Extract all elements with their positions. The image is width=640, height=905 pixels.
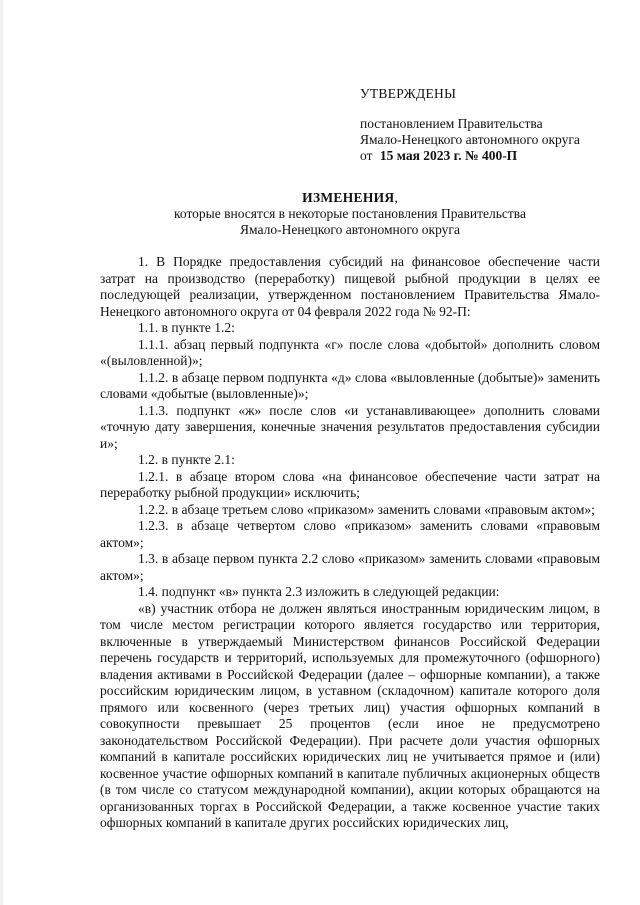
paragraph: 1.1.3. подпункт «ж» после слов «и устанавливающее» дополнить словами «точную дату завершения, конечные значения результатов предоставления субсидии и»;	[100, 402, 600, 451]
approval-line-2: Ямало-Ненецкого автономного округа	[360, 132, 580, 147]
approval-date-line	[360, 148, 630, 164]
approval-date-prefix: от	[360, 148, 373, 163]
approval-line-1: постановлением Правительства	[360, 116, 543, 131]
paragraph: «в) участник отбора не должен являться иностранным юридическим лицом, в том числе местом регистрации которого является государство или территория, включенные в утверждаемый Министерством финансов Российской Федерации перечень государств и территорий, используемых для промежуточного (офшорного) владения активами в Российской Федерации (далее – офшорные компании), а также российским юридическим лицом, в уставном (складочном) капитале которого доля прямого или косвенного (через третьих лиц) участия офшорных компаний в совокупности превышает 25 процентов (если иное не предусмотрено законодательством Российской Федерации). При расчете доли участия офшорных компаний в капитале российских юридических лиц не учитывается прямое и (или) косвенное участие офшорных компаний в капитале публичных акционерных обществ (в том числе со статусом международной компании), акции которых обращаются на организованных торгах в Российской Федерации, а также косвенное участие таких офшорных компаний в капитале других российских юридических лиц,	[100, 600, 600, 830]
paragraph: 1.2.2. в абзаце третьем слово «приказом» заменить словами «правовым актом»;	[138, 501, 595, 517]
paragraph: 1.1. в пункте 1.2:	[138, 320, 235, 335]
paragraph: 1.2.1. в абзаце втором слова «на финансовое обеспечение части затрат на переработку рыбной продукции» исключить;	[100, 468, 600, 500]
approval-date-value: 15 мая 2023 г. № 400-П	[379, 148, 518, 163]
document-subtitle-1: которые вносятся в некоторые постановления Правительства	[174, 206, 526, 221]
paragraph: 1. В Порядке предоставления субсидий на финансовое обеспечение части затрат на производство (переработку) пищевой рыбной продукции в целях ее последующей реализации, утвержденном постановлением Правительства Ямало-Ненецкого автономного округа от 04 февраля 2022 года № 92-П:	[100, 254, 600, 319]
document-title-suffix: ,	[394, 190, 398, 205]
document-title: ИЗМЕНЕНИЯ	[302, 190, 395, 205]
paragraph: 1.4. подпункт «в» пункта 2.3 изложить в следующей редакции:	[138, 584, 500, 599]
paragraph: 1.3. в абзаце первом пункта 2.2 слово «приказом» заменить словами «правовым актом»;	[100, 551, 600, 583]
document-title-block	[100, 190, 600, 238]
page-edge-shadow	[0, 0, 3, 905]
paragraph: 1.1.1. абзац первый подпункта «г» после слова «добытой» дополнить словом «(выловленной)»;	[100, 336, 600, 368]
paragraph: 1.2.3. в абзаце четвертом слово «приказом» заменить словами «правовым актом»;	[100, 518, 600, 550]
paragraph: 1.2. в пункте 2.1:	[138, 452, 235, 467]
document-title-line	[100, 190, 600, 206]
document-subtitle-2: Ямало-Ненецкого автономного округа	[240, 222, 460, 237]
approval-block	[360, 86, 630, 164]
approval-heading: УТВЕРЖДЕНЫ	[360, 86, 457, 101]
paragraph: 1.1.2. в абзаце первом подпункта «д» слова «выловленные (добытые)» заменить словами «добытые (выловленные)»;	[100, 369, 600, 401]
document-body	[100, 254, 600, 832]
